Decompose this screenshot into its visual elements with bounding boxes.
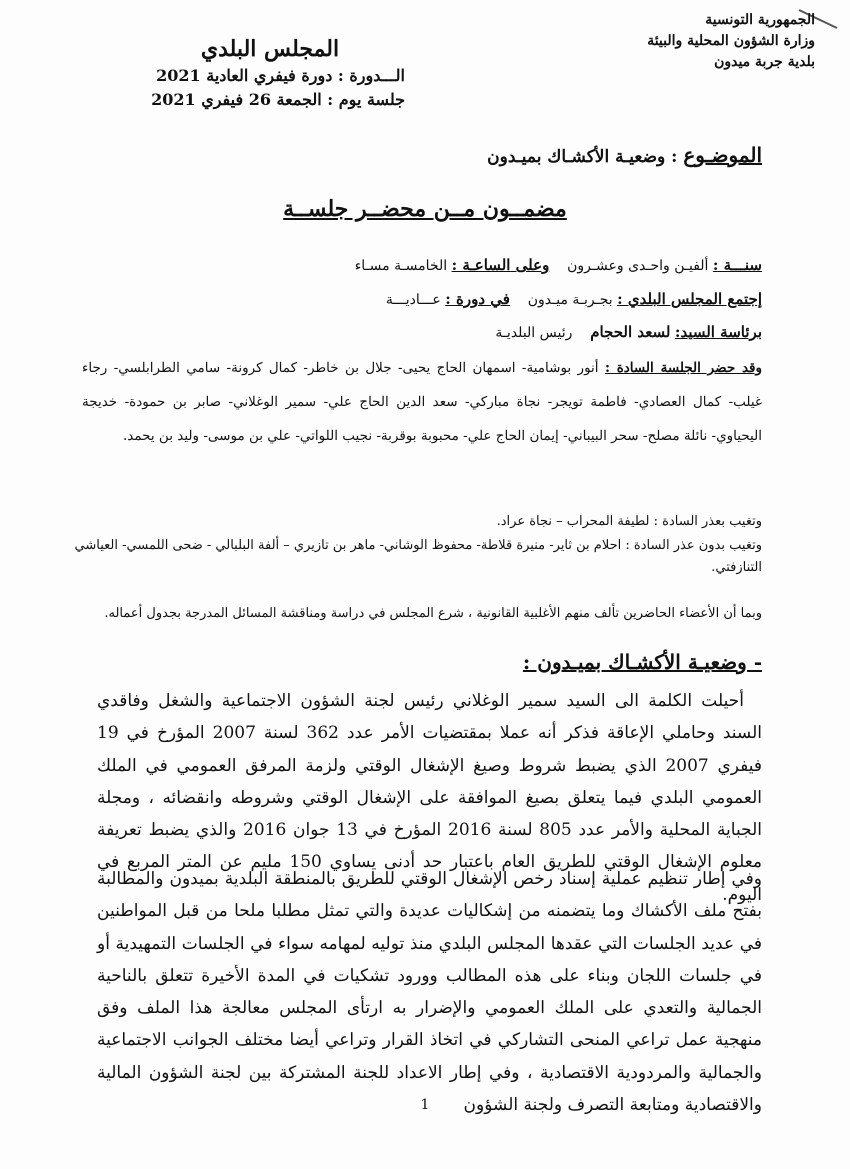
time-value: الخامسـة مسـاء: [354, 258, 448, 274]
time-label: وعلى الساعـة :: [451, 256, 550, 274]
subject-line: [487, 143, 762, 167]
chair-label: برئاسة السيد:: [674, 323, 762, 341]
quorum-text: وبما أن الأعضاء الحاضرين تألف منهم الأغلبية القانونية ، شرع المجلس في دراسة ومناقشة المسائل المدرجة بجدول أعماله.: [104, 606, 762, 621]
chair-line: [495, 323, 762, 341]
municipality-name: بلدية جربة ميدون: [714, 54, 815, 70]
council-session-line: [386, 290, 762, 308]
council-title: المجلس البلدي: [200, 36, 340, 62]
year-label: سنـــة :: [712, 256, 762, 274]
session-value: عـــاديـــة: [385, 292, 441, 308]
absence-excused: وتغيب بعذر السادة : لطيفة المحراب – نجاة عراد.: [496, 514, 762, 529]
meeting-date-line: جلسة يوم : الجمعة 26 فيفري 2021: [151, 90, 405, 109]
chair-name: لسعد الحجام: [590, 323, 671, 341]
subject-label: الموضـوع: [683, 143, 762, 167]
section-title: - وضعيـة الأكشـاك بميـدون :: [522, 650, 762, 674]
minutes-title: [0, 196, 850, 222]
session-line: الـــدورة : دورة فيفري العادية 2021: [156, 66, 405, 85]
paragraph-1: أحيلت الكلمة الى السيد سمير الوغلاني رئيس لجنة الشؤون الاجتماعية والشغل وفاقدي السند وحاملي الإعاقة فذكر أنه عملا بمقتضيات الأمر عدد 362 لسنة 2007 المؤرخ في 19 فيفري 2007 الذي يضبط شروط وصيغ الإشغال الوقتي ولزمة المرفق العمومي في الملك العمومي البلدي فيما يتعلق بصيغ الموافقة على الإشغال الوقتي وشروطه وانقضائه ، ومجلة الجباية المحلية والأمر عدد 805 لسنة 2016 المؤرخ في 13 جوان 2016 والذي يضبط تعريفة معلوم الإشغال الوقتي للطريق العام باعتبار حد أدنى يساوي 150 مليم عن المتر المربع في اليوم.: [97, 691, 763, 905]
ministry-name: وزارة الشؤون المحلية والبيئة: [647, 33, 815, 49]
absence-unexcused: وتغيب بدون عذر السادة : احلام بن ثاير- منيرة قلاطة- محفوظ الوشاني- ماهر بن تازيري – ألفة البلبالي - ضحى اللمسي- العياشي التنازفتي.: [74, 538, 762, 575]
year-value: ألفيـن واحـدى وعشـرون: [567, 258, 709, 274]
council-value: بجـربـة ميـدون: [527, 292, 613, 308]
meeting-header: [105, 36, 405, 112]
minutes-title-text: مضمــون مــن محضــر جلســة: [283, 196, 567, 222]
year-time-line: [355, 256, 762, 274]
attendance-names: أنور بوشامية- اسمهان الحاج يحيى- جلال بن خاطر- كمال كرونة- سامي الطرابلسي- رجاء غيلب- كمال العصادي- فاطمة تويجر- نجاة مباركي- سعد الدين الحاج علي- سمير الوغلاني- صابر بن حمودة- خديجة اليحياوي- نائلة مصلح- سحر البيباني- إيمان الحاج علي- محبوبة بوقربة- نجيب اللواتي- علي بن موسى- وليد بن يحمد.: [82, 360, 762, 444]
letterhead: [515, 10, 815, 73]
chair-role: رئيس البلديـة: [495, 325, 573, 341]
subject-value: : وضعيـة الأكشـاك بميـدون: [487, 147, 678, 167]
attendance-label: وقد حضر الجلسة السادة :: [604, 360, 763, 376]
paragraph-2: وفي إطار تنظيم عملية إسناد رخص الإشغال الوقتي للطريق بالمنطقة البلدية بميدون والمطالبة بفتح ملف الأكشاك وما يتضمنه من إشكاليات عديدة والتي تمثل مطلبا ملحا من قبل المواطنين في عديد الجلسات التي عقدها المجلس البلدي منذ توليه لمهامه سواء في الجلسات التمهيدية أو في جلسات اللجان وبناء على هذه المطالب وورود تشكيات في المدة الأخيرة تتعلق بالناحية الجمالية والتعدي على الملك العمومي والإضرار به ارتأى المجلس معالجة هذا الملف وفق منهجية عمل تراعي المنحى التشاركي في اتخاذ القرار وتراعي أيضا مختلف الجوانب الاجتماعية والجمالية والمردودية الاقتصادية ، وفي إطار الاعداد للجنة المشتركة بين لجنة الشؤون المالية والاقتصادية ومتابعة التصرف ولجنة الشؤون: [97, 869, 762, 1116]
attendance-block: [82, 351, 762, 453]
republic-name: الجمهورية التونسية: [705, 12, 815, 28]
council-label: إجتمع المجلس البلدي :: [617, 290, 762, 308]
session-label: في دورة :: [445, 290, 510, 308]
page-number: 1: [420, 1097, 430, 1113]
